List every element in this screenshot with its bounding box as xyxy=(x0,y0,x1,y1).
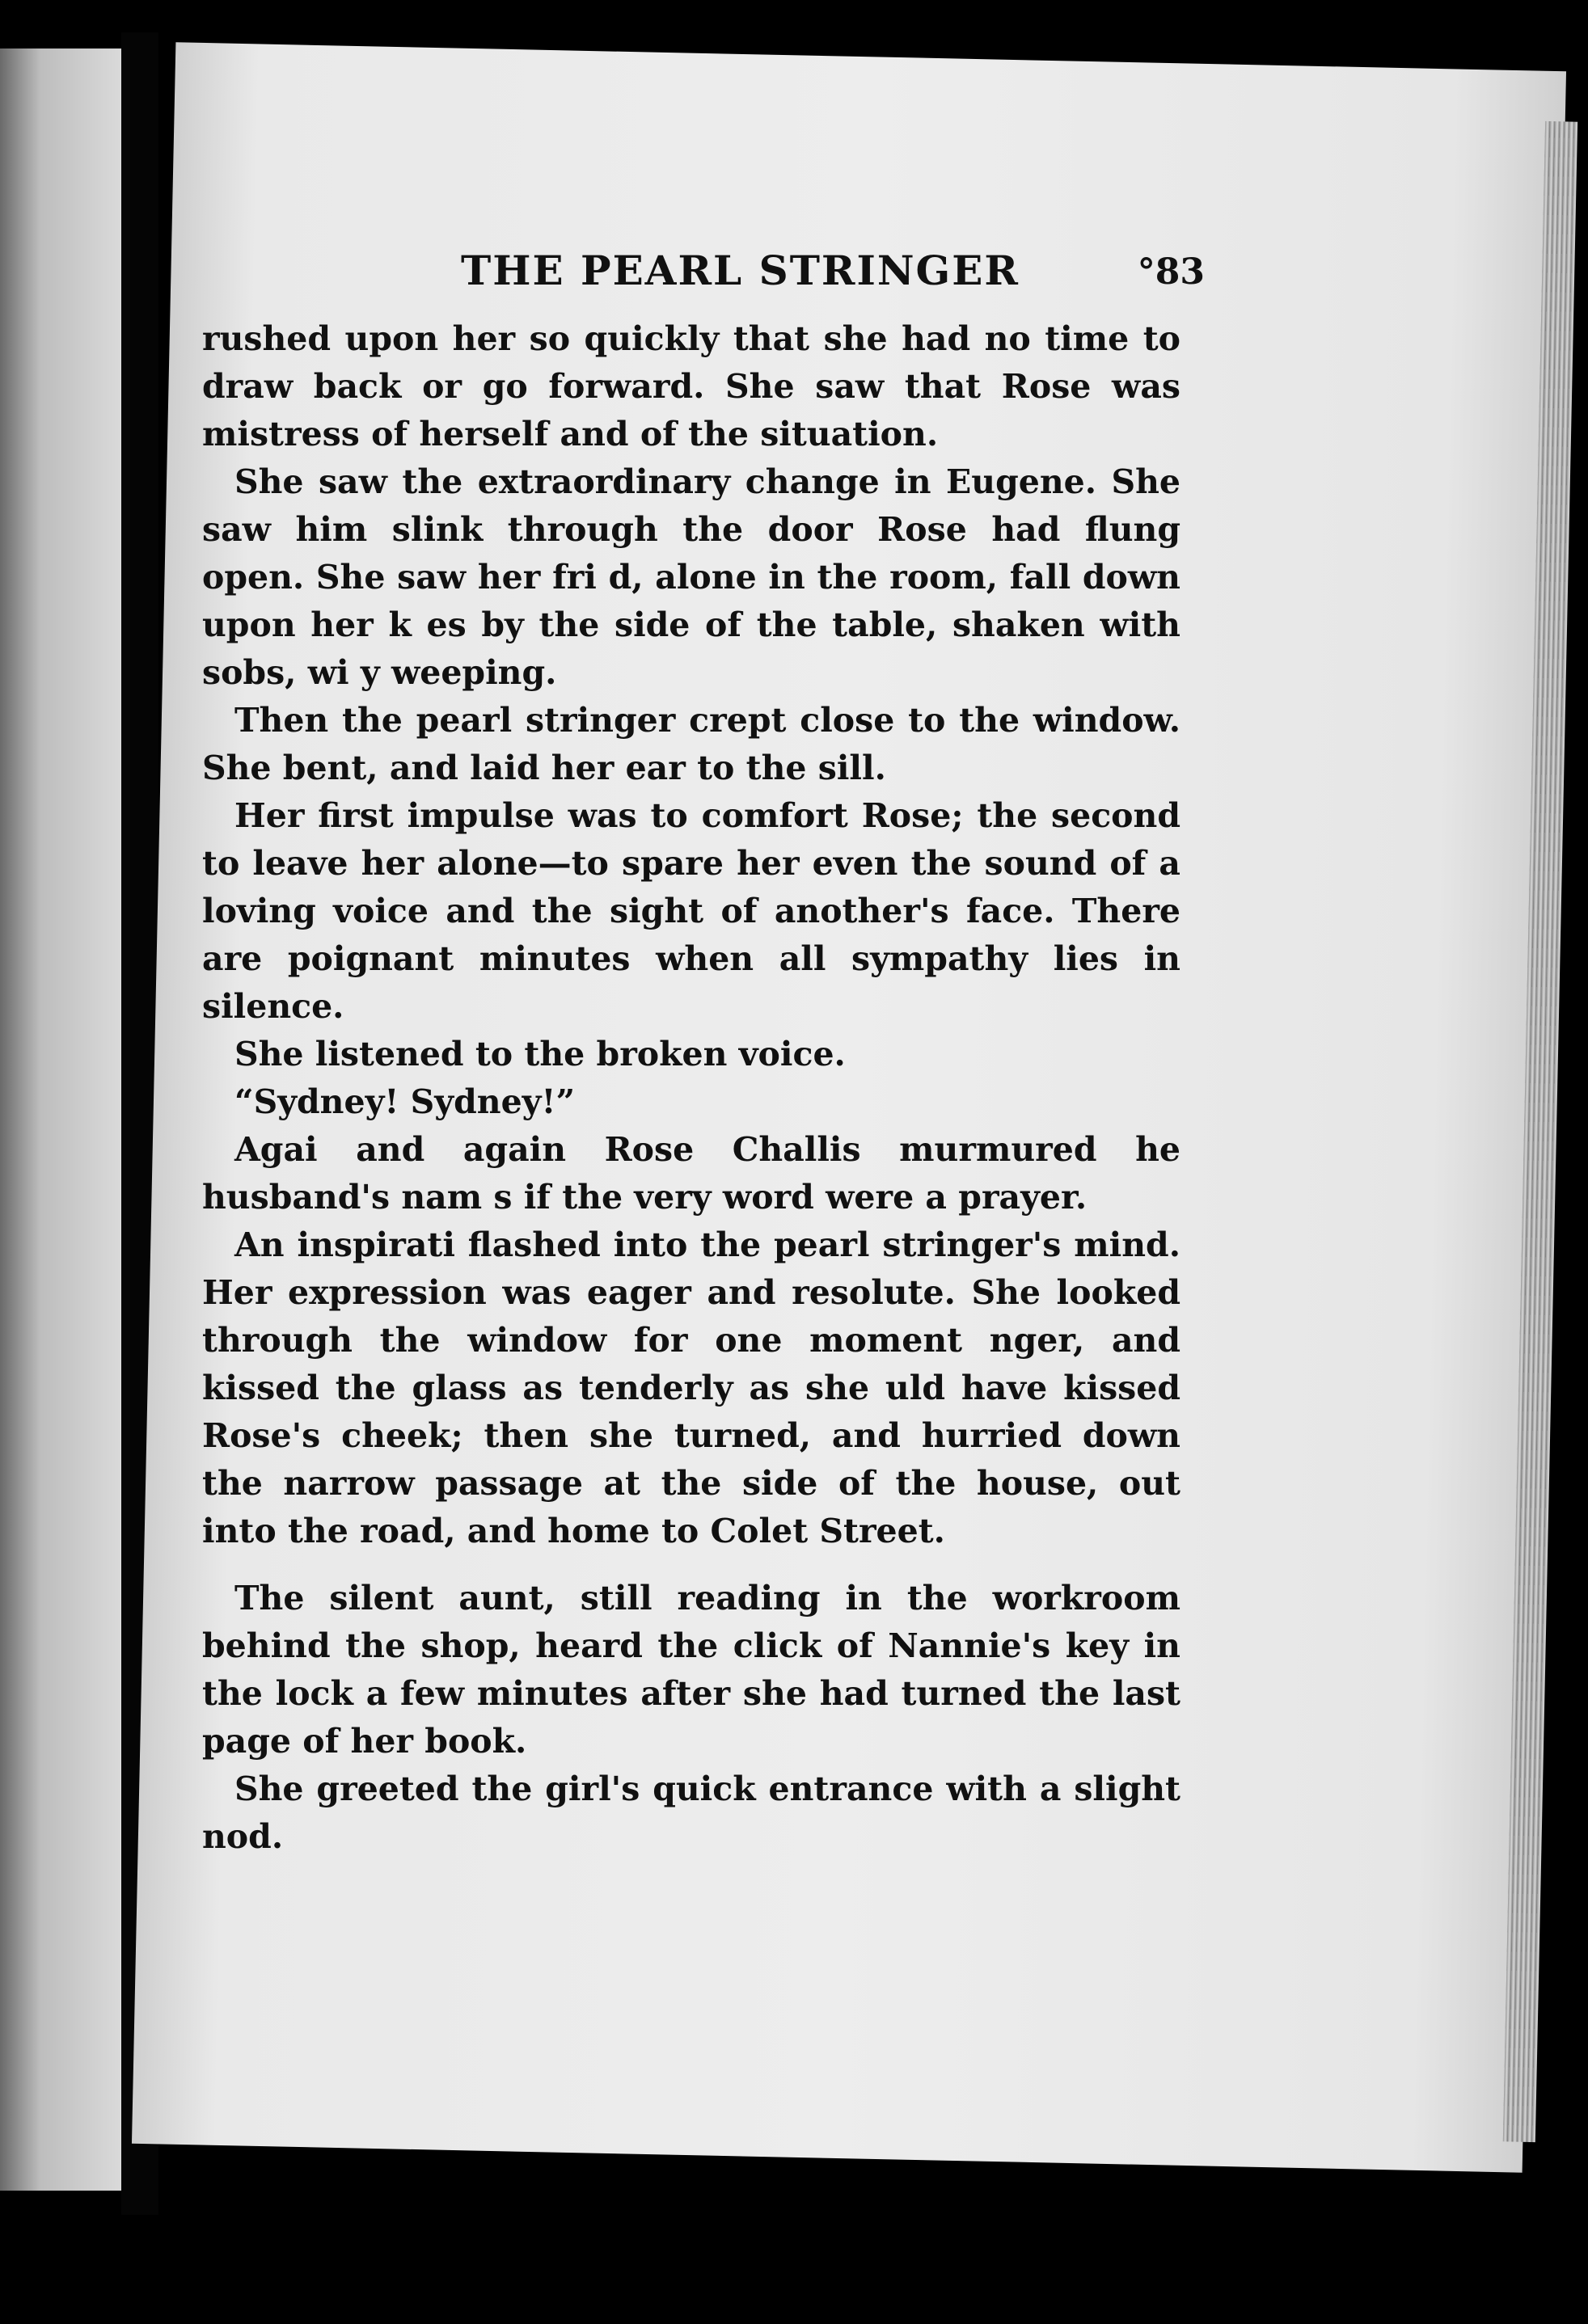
paragraph: An inspirati flashed into the pearl stringer's mind. Her expression was eager and resolute. She looked through the window for one moment nger, and kissed the glass as tenderly as she uld have kissed Rose's cheek; then she turned, and hurried down the narrow passage at the side of the house, out into the road, and home to Colet Street. xyxy=(202,1225,1180,1550)
paragraph: Agai and again Rose Challis murmured he husband's nam s if the very word were a prayer. xyxy=(202,1130,1180,1217)
paragraph: Her first impulse was to comfort Rose; the second to leave her alone—to spare her even the sound of a loving voice and the sight of another's face. There are poignant minutes when all sympathy lies in silence. xyxy=(202,796,1180,1026)
paragraph: The silent aunt, still reading in the workroom behind the shop, heard the click of Nannie's key in the lock a few minutes after she had turned the last page of her book. xyxy=(202,1579,1180,1761)
paragraph: She listened to the broken voice. xyxy=(234,1035,846,1073)
body-text xyxy=(202,315,1180,1861)
paragraph: She saw the extraordinary change in Eugene. She saw him slink through the door Rose had flung open. She saw her fri d, alone in the room, fall down upon her k es by the side of the table, shaken with sobs, wi y weeping. xyxy=(202,462,1180,692)
paragraph: Then the pearl stringer crept close to the window. She bent, and laid her ear to the sill. xyxy=(202,701,1180,787)
paragraph: She greeted the girl's quick entrance with a slight nod. xyxy=(202,1769,1180,1856)
running-head xyxy=(307,247,1205,303)
page-number: °83 xyxy=(1137,251,1205,293)
paragraph: “Sydney! Sydney!” xyxy=(234,1082,576,1121)
paragraph: rushed upon her so quickly that she had no time to draw back or go forward. She saw that Rose was mistress of herself and of the situation. xyxy=(202,319,1180,453)
running-title: THE PEARL STRINGER xyxy=(461,247,1020,294)
facing-page-edge xyxy=(0,49,133,2191)
